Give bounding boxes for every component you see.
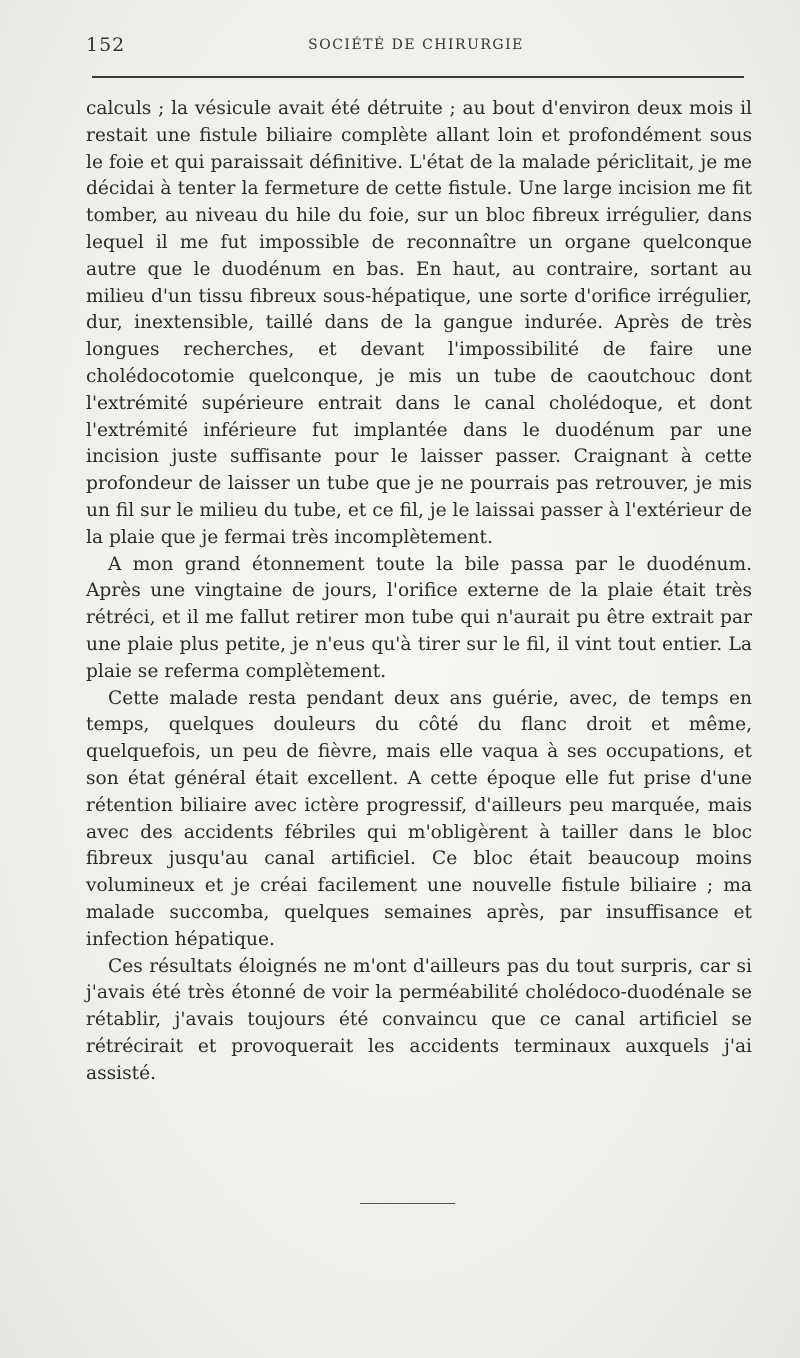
paragraph: Ces résultats éloignés ne m'ont d'ailleurs pas du tout surpris, car si j'avais été très étonné de voir la perméabilité cholédoco-duodénale se rétablir, j'avais toujours été convaincu que ce canal artificiel se rétrécirait et provoquerait les accidents terminaux auxquels j'ai assisté. [86, 955, 752, 1084]
body-text [86, 96, 752, 1087]
page-number: 152 [86, 34, 126, 56]
paragraph: Cette malade resta pendant deux ans guérie, avec, de temps en temps, quelques douleurs du côté du flanc droit et même, quelquefois, un peu de fièvre, mais elle vaqua à ses occupations, et son état général était excellent. A cette époque elle fut prise d'une rétention biliaire avec ictère progressif, d'ailleurs peu marquée, mais avec des accidents fébriles qui m'obligèrent à tailler dans le bloc fibreux jusqu'au canal artificiel. Ce bloc était beaucoup moins volumineux et je créai facilement une nouvelle fistule biliaire ; ma malade succomba, quelques semaines après, par insuffisance et infection hépatique. [86, 687, 752, 950]
paragraph-continued: calculs ; la vésicule avait été détruite ; au bout d'environ deux mois il restait une fistule biliaire complète allant loin et profondément sous le foie et qui paraissait définitive. L'état de la malade périclitait, je me décidai à tenter la fermeture de cette fistule. Une large incision me fit tomber, au niveau du hile du foie, sur un bloc fibreux irrégulier, dans lequel il me fut impossible de reconnaître un organe quelconque autre que le duodénum en bas. En haut, au contraire, sortant au milieu d'un tissu fibreux sous-hépatique, une sorte d'orifice irrégulier, dur, inextensible, taillé dans de la gangue indurée. Après de très longues recherches, et devant l'impossibilité de faire une cholédocotomie quelconque, je mis un tube de caoutchouc dont l'extrémité supérieure entrait dans le canal cholédoque, et dont l'extrémité inférieure fut implantée dans le duodénum par une incision juste suffisante pour le laisser passer. Craignant à cette profondeur de laisser un tube que je ne pourrais pas retrouver, je mis un fil sur le milieu du tube, et ce fil, je le laissai passer à l'extérieur de la plaie que je fermai très incomplètement. [86, 98, 752, 548]
running-head: SOCIÉTÉ DE CHIRURGIE [308, 37, 524, 53]
header-rule [92, 76, 744, 78]
page-header [86, 34, 746, 60]
paragraph: A mon grand étonnement toute la bile passa par le duodénum. Après une vingtaine de jours, l'orifice externe de la plaie était très rétréci, et il me fallut retirer mon tube qui n'aurait pu être extrait par une plaie plus petite, je n'eus qu'à tirer sur le fil, il vint tout entier. La plaie se referma complètement. [86, 553, 752, 682]
closing-rule [360, 1203, 455, 1204]
